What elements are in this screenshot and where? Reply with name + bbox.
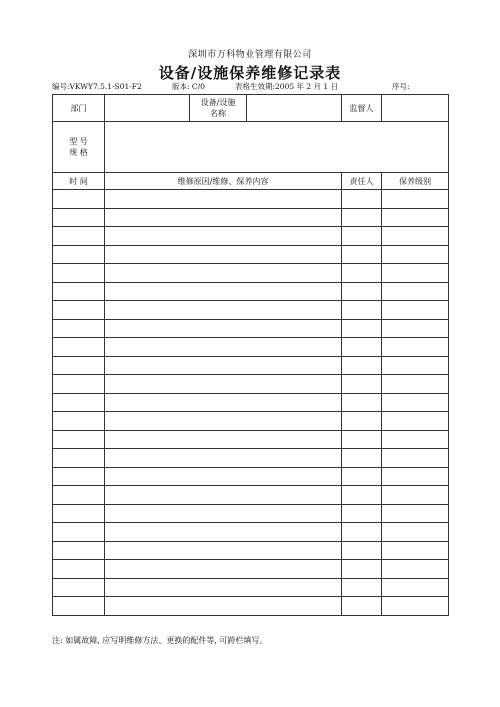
responsible-cell[interactable] [342,504,382,523]
time-cell[interactable] [53,597,105,616]
level-cell[interactable] [382,264,449,283]
table-row [53,541,449,560]
time-cell[interactable] [53,264,105,283]
time-cell[interactable] [53,430,105,449]
content-cell[interactable] [105,560,342,579]
responsible-cell[interactable] [342,282,382,301]
content-cell[interactable] [105,190,342,209]
level-cell[interactable] [382,190,449,209]
col-header-responsible: 责任人 [342,173,382,190]
model-spec-label: 型 号 规 格 [53,122,105,173]
time-cell[interactable] [53,356,105,375]
table-row [53,430,449,449]
responsible-cell[interactable] [342,338,382,357]
responsible-cell[interactable] [342,245,382,264]
table-row [53,208,449,227]
content-cell[interactable] [105,301,342,320]
company-name: 深圳市万科物业管理有限公司 [188,50,312,60]
content-cell[interactable] [105,486,342,505]
time-cell[interactable] [53,208,105,227]
content-cell[interactable] [105,393,342,412]
level-cell[interactable] [382,467,449,486]
time-cell[interactable] [53,319,105,338]
column-header-row [53,173,449,190]
level-cell[interactable] [382,578,449,597]
table-row [53,597,449,616]
content-cell[interactable] [105,541,342,560]
responsible-cell[interactable] [342,430,382,449]
content-cell[interactable] [105,375,342,394]
content-cell[interactable] [105,578,342,597]
table-row [53,523,449,542]
content-cell[interactable] [105,245,342,264]
time-cell[interactable] [53,393,105,412]
table-row [53,245,449,264]
department-field[interactable] [105,95,190,122]
time-cell[interactable] [53,523,105,542]
level-cell[interactable] [382,393,449,412]
time-cell[interactable] [53,412,105,431]
responsible-cell[interactable] [342,578,382,597]
responsible-cell[interactable] [342,264,382,283]
content-cell[interactable] [105,264,342,283]
header-info-row [53,95,449,122]
level-cell[interactable] [382,319,449,338]
table-row [53,375,449,394]
time-cell[interactable] [53,467,105,486]
content-cell[interactable] [105,467,342,486]
time-cell[interactable] [53,449,105,468]
responsible-cell[interactable] [342,356,382,375]
content-cell[interactable] [105,319,342,338]
time-cell[interactable] [53,282,105,301]
col-header-time: 时 间 [53,173,105,190]
responsible-cell[interactable] [342,541,382,560]
form-meta-line [52,81,448,93]
time-cell[interactable] [53,375,105,394]
maintenance-record-table [52,94,449,616]
level-cell[interactable] [382,597,449,616]
time-cell[interactable] [53,504,105,523]
form-version: 版本: C/0 [172,82,205,91]
content-cell[interactable] [105,338,342,357]
level-cell[interactable] [382,356,449,375]
equipment-name-label: 设备/设施 名称 [190,95,247,122]
level-cell[interactable] [382,282,449,301]
level-cell[interactable] [382,560,449,579]
level-cell[interactable] [382,523,449,542]
responsible-cell[interactable] [342,208,382,227]
content-cell[interactable] [105,282,342,301]
table-row [53,282,449,301]
level-cell[interactable] [382,430,449,449]
table-row [53,227,449,246]
effective-date: 表格生效期:2005 年 2 月 1 日 [235,82,339,91]
supervisor-field[interactable] [382,95,449,122]
col-header-content: 维修原因/维修、保养内容 [105,173,342,190]
responsible-cell[interactable] [342,467,382,486]
time-cell[interactable] [53,486,105,505]
content-cell[interactable] [105,504,342,523]
time-cell[interactable] [53,578,105,597]
time-cell[interactable] [53,190,105,209]
equipment-name-field[interactable] [247,95,342,122]
content-cell[interactable] [105,356,342,375]
content-cell[interactable] [105,430,342,449]
col-header-level: 保养级别 [382,173,449,190]
responsible-cell[interactable] [342,412,382,431]
responsible-cell[interactable] [342,597,382,616]
content-cell[interactable] [105,523,342,542]
level-cell[interactable] [382,208,449,227]
level-cell[interactable] [382,245,449,264]
content-cell[interactable] [105,227,342,246]
table-row [53,319,449,338]
department-label: 部门 [53,95,105,122]
responsible-cell[interactable] [342,375,382,394]
content-cell[interactable] [105,412,342,431]
responsible-cell[interactable] [342,319,382,338]
level-cell[interactable] [382,338,449,357]
table-row [53,338,449,357]
level-cell[interactable] [382,449,449,468]
table-row [53,412,449,431]
supervisor-label: 监督人 [342,95,382,122]
model-spec-row [53,122,449,173]
table-row [53,504,449,523]
responsible-cell[interactable] [342,486,382,505]
table-row [53,264,449,283]
responsible-cell[interactable] [342,393,382,412]
responsible-cell[interactable] [342,523,382,542]
form-code: 编号:VKWY7.5.1-S01-F2 [52,82,142,91]
time-cell[interactable] [53,560,105,579]
table-row [53,486,449,505]
responsible-cell[interactable] [342,449,382,468]
content-cell[interactable] [105,597,342,616]
table-row [53,393,449,412]
responsible-cell[interactable] [342,301,382,320]
table-row [53,356,449,375]
table-row [53,560,449,579]
serial-number-label: 序号: [392,82,410,91]
level-cell[interactable] [382,541,449,560]
level-cell[interactable] [382,375,449,394]
table-row [53,301,449,320]
level-cell[interactable] [382,412,449,431]
level-cell[interactable] [382,504,449,523]
responsible-cell[interactable] [342,227,382,246]
level-cell[interactable] [382,227,449,246]
form-title: 设备/设施保养维修记录表 [158,64,342,82]
content-cell[interactable] [105,449,342,468]
model-spec-field[interactable] [105,122,449,173]
time-cell[interactable] [53,227,105,246]
level-cell[interactable] [382,486,449,505]
time-cell[interactable] [53,338,105,357]
footnote: 注: 如属故障, 应写明维修方法、更换的配件等, 可跨栏填写。 [52,636,268,645]
table-row [53,578,449,597]
table-row [53,467,449,486]
time-cell[interactable] [53,541,105,560]
content-cell[interactable] [105,208,342,227]
table-row [53,190,449,209]
table-row [53,449,449,468]
responsible-cell[interactable] [342,190,382,209]
level-cell[interactable] [382,301,449,320]
time-cell[interactable] [53,301,105,320]
responsible-cell[interactable] [342,560,382,579]
time-cell[interactable] [53,245,105,264]
